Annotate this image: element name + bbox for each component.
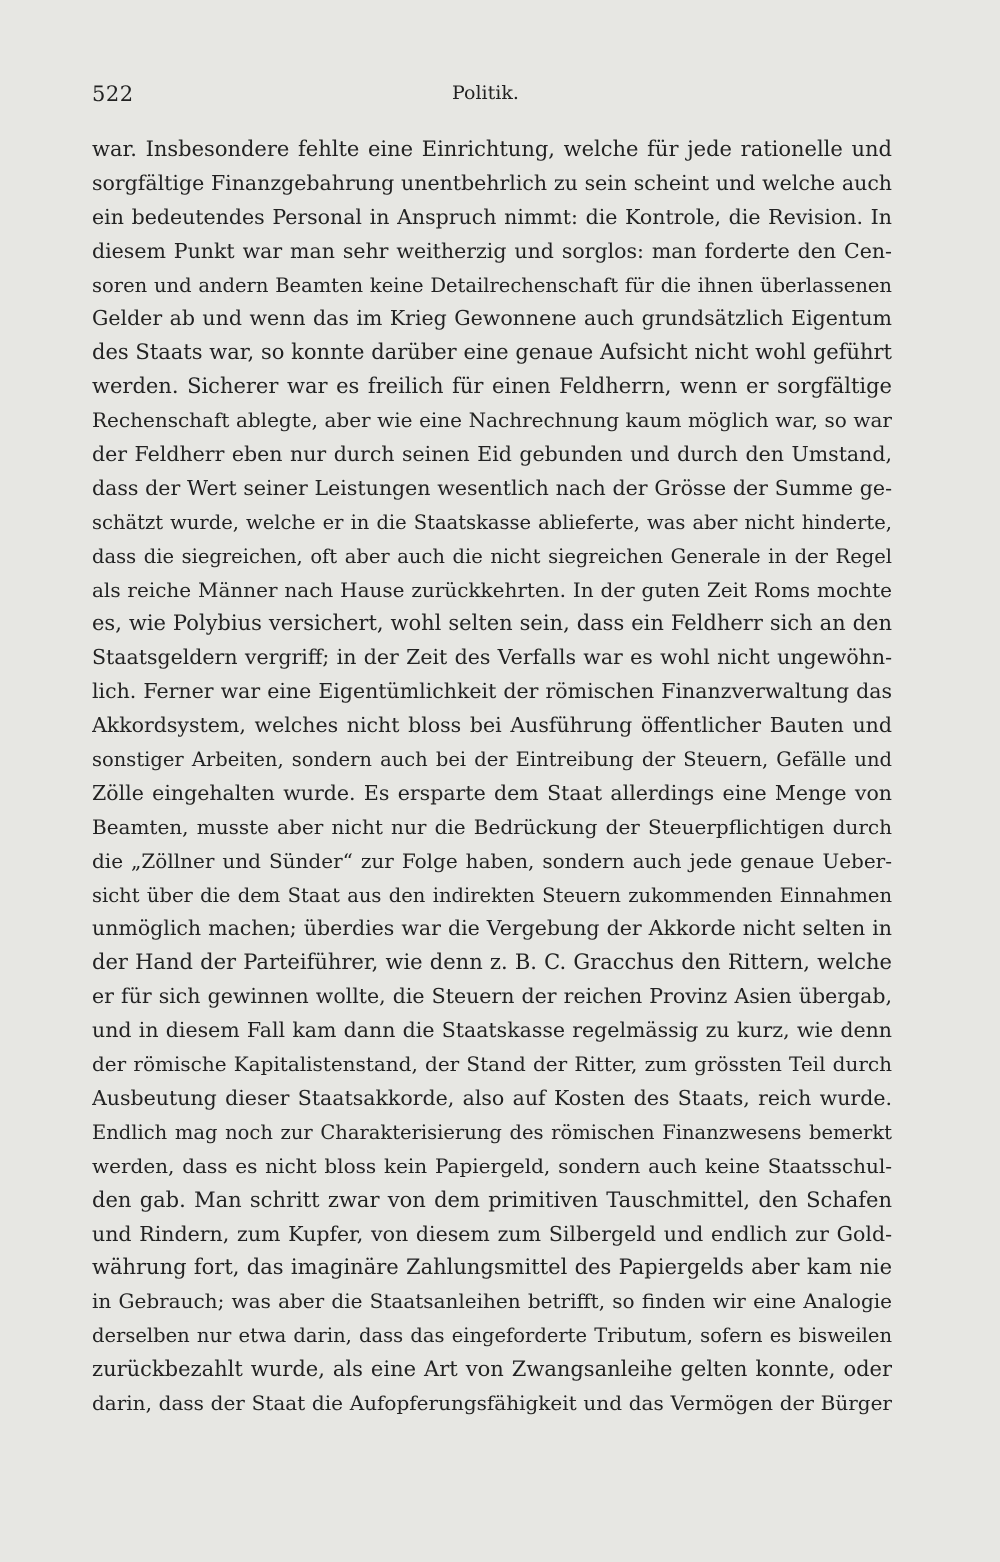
text-line: Ausbeutung dieser Staatsakkorde, also auf Kosten des Staats, reich wurde. xyxy=(92,1085,892,1110)
text-line: als reiche Männer nach Hause zurückkehrten. In der guten Zeit Roms mochte xyxy=(92,577,892,602)
text-line: ein bedeutendes Personal in Anspruch nimmt: die Kontrole, die Revision. In xyxy=(92,204,892,229)
text-line: der römische Kapitalistenstand, der Stand der Ritter, zum grössten Teil durch xyxy=(92,1052,892,1077)
text-line: der Feldherr eben nur durch seinen Eid gebunden und durch den Umstand, xyxy=(92,442,892,467)
text-line: sonstiger Arbeiten, sondern auch bei der Eintreibung der Steuern, Gefälle und xyxy=(92,748,892,772)
text-line: der Hand der Parteiführer, wie denn z. B. C. Gracchus den Rittern, welche xyxy=(92,950,892,975)
running-head xyxy=(92,82,892,116)
text-line: Beamten, musste aber nicht nur die Bedrückung der Steuerpflichtigen durch xyxy=(92,814,892,839)
running-head-title: Politik. xyxy=(452,82,519,104)
text-line: er für sich gewinnen wollte, die Steuern der reichen Provinz Asien übergab, xyxy=(92,984,892,1009)
text-line: und Rindern, zum Kupfer, von diesem zum Silbergeld und endlich zur Gold- xyxy=(92,1221,892,1246)
text-line: den gab. Man schritt zwar von dem primitiven Tauschmittel, den Schafen xyxy=(92,1187,892,1212)
text-line: werden. Sicherer war es freilich für einen Feldherrn, wenn er sorgfältige xyxy=(92,374,892,399)
text-line: diesem Punkt war man sehr weitherzig und sorglos: man forderte den Cen- xyxy=(92,238,892,263)
text-line: derselben nur etwa darin, dass das eingeforderte Tributum, sofern es bisweilen xyxy=(92,1324,892,1348)
text-line: dass der Wert seiner Leistungen wesentlich nach der Grösse der Summe ge- xyxy=(92,475,892,500)
text-line: Zölle eingehalten wurde. Es ersparte dem Staat allerdings eine Menge von xyxy=(92,780,892,805)
text-line: werden, dass es nicht bloss kein Papiergeld, sondern auch keine Staatsschul- xyxy=(92,1153,892,1178)
page-number: 522 xyxy=(92,82,134,106)
text-line: dass die siegreichen, oft aber auch die nicht siegreichen Generale in der Regel xyxy=(92,544,892,568)
text-line: und in diesem Fall kam dann die Staatskasse regelmässig zu kurz, wie denn xyxy=(92,1018,892,1043)
text-line: soren und andern Beamten keine Detailrechenschaft für die ihnen überlassenen xyxy=(92,273,892,297)
text-line: währung fort, das imaginäre Zahlungsmittel des Papiergelds aber kam nie xyxy=(92,1255,892,1280)
text-line: unmöglich machen; überdies war die Vergebung der Akkorde nicht selten in xyxy=(92,916,892,941)
text-line: in Gebrauch; was aber die Staatsanleihen betrifft, so finden wir eine Analogie xyxy=(92,1289,892,1314)
text-line: Rechenschaft ablegte, aber wie eine Nachrechnung kaum möglich war, so war xyxy=(92,408,892,433)
text-line: zurückbezahlt wurde, als eine Art von Zwangsanleihe gelten konnte, oder xyxy=(92,1357,892,1382)
text-line: Staatsgeldern vergriff; in der Zeit des Verfalls war es wohl nicht ungewöhn- xyxy=(92,645,892,670)
text-line: war. Insbesondere fehlte eine Einrichtung, welche für jede rationelle und xyxy=(92,137,892,161)
text-line: Akkordsystem, welches nicht bloss bei Ausführung öffentlicher Bauten und xyxy=(92,713,892,738)
text-line: Endlich mag noch zur Charakterisierung des römischen Finanzwesens bemerkt xyxy=(92,1120,892,1144)
text-line: sicht über die dem Staat aus den indirekten Steuern zukommenden Einnahmen xyxy=(92,883,892,907)
text-line: die „Zöllner und Sünder“ zur Folge haben, sondern auch jede genaue Ueber- xyxy=(92,848,892,873)
text-line: es, wie Polybius versichert, wohl selten sein, dass ein Feldherr sich an den xyxy=(92,611,892,636)
text-line: lich. Ferner war eine Eigentümlichkeit der römischen Finanzverwaltung das xyxy=(92,679,892,704)
text-line: des Staats war, so konnte darüber eine genaue Aufsicht nicht wohl geführt xyxy=(92,340,892,365)
text-line: schätzt wurde, welche er in die Staatskasse ablieferte, was aber nicht hinderte, xyxy=(92,510,892,534)
text-line: darin, dass der Staat die Aufopferungsfähigkeit und das Vermögen der Bürger xyxy=(92,1390,892,1415)
text-line: sorgfältige Finanzgebahrung unentbehrlich zu sein scheint und welche auch xyxy=(92,170,892,195)
text-line: Gelder ab und wenn das im Krieg Gewonnene auch grundsätzlich Eigentum xyxy=(92,306,892,331)
body-text xyxy=(92,133,892,1421)
